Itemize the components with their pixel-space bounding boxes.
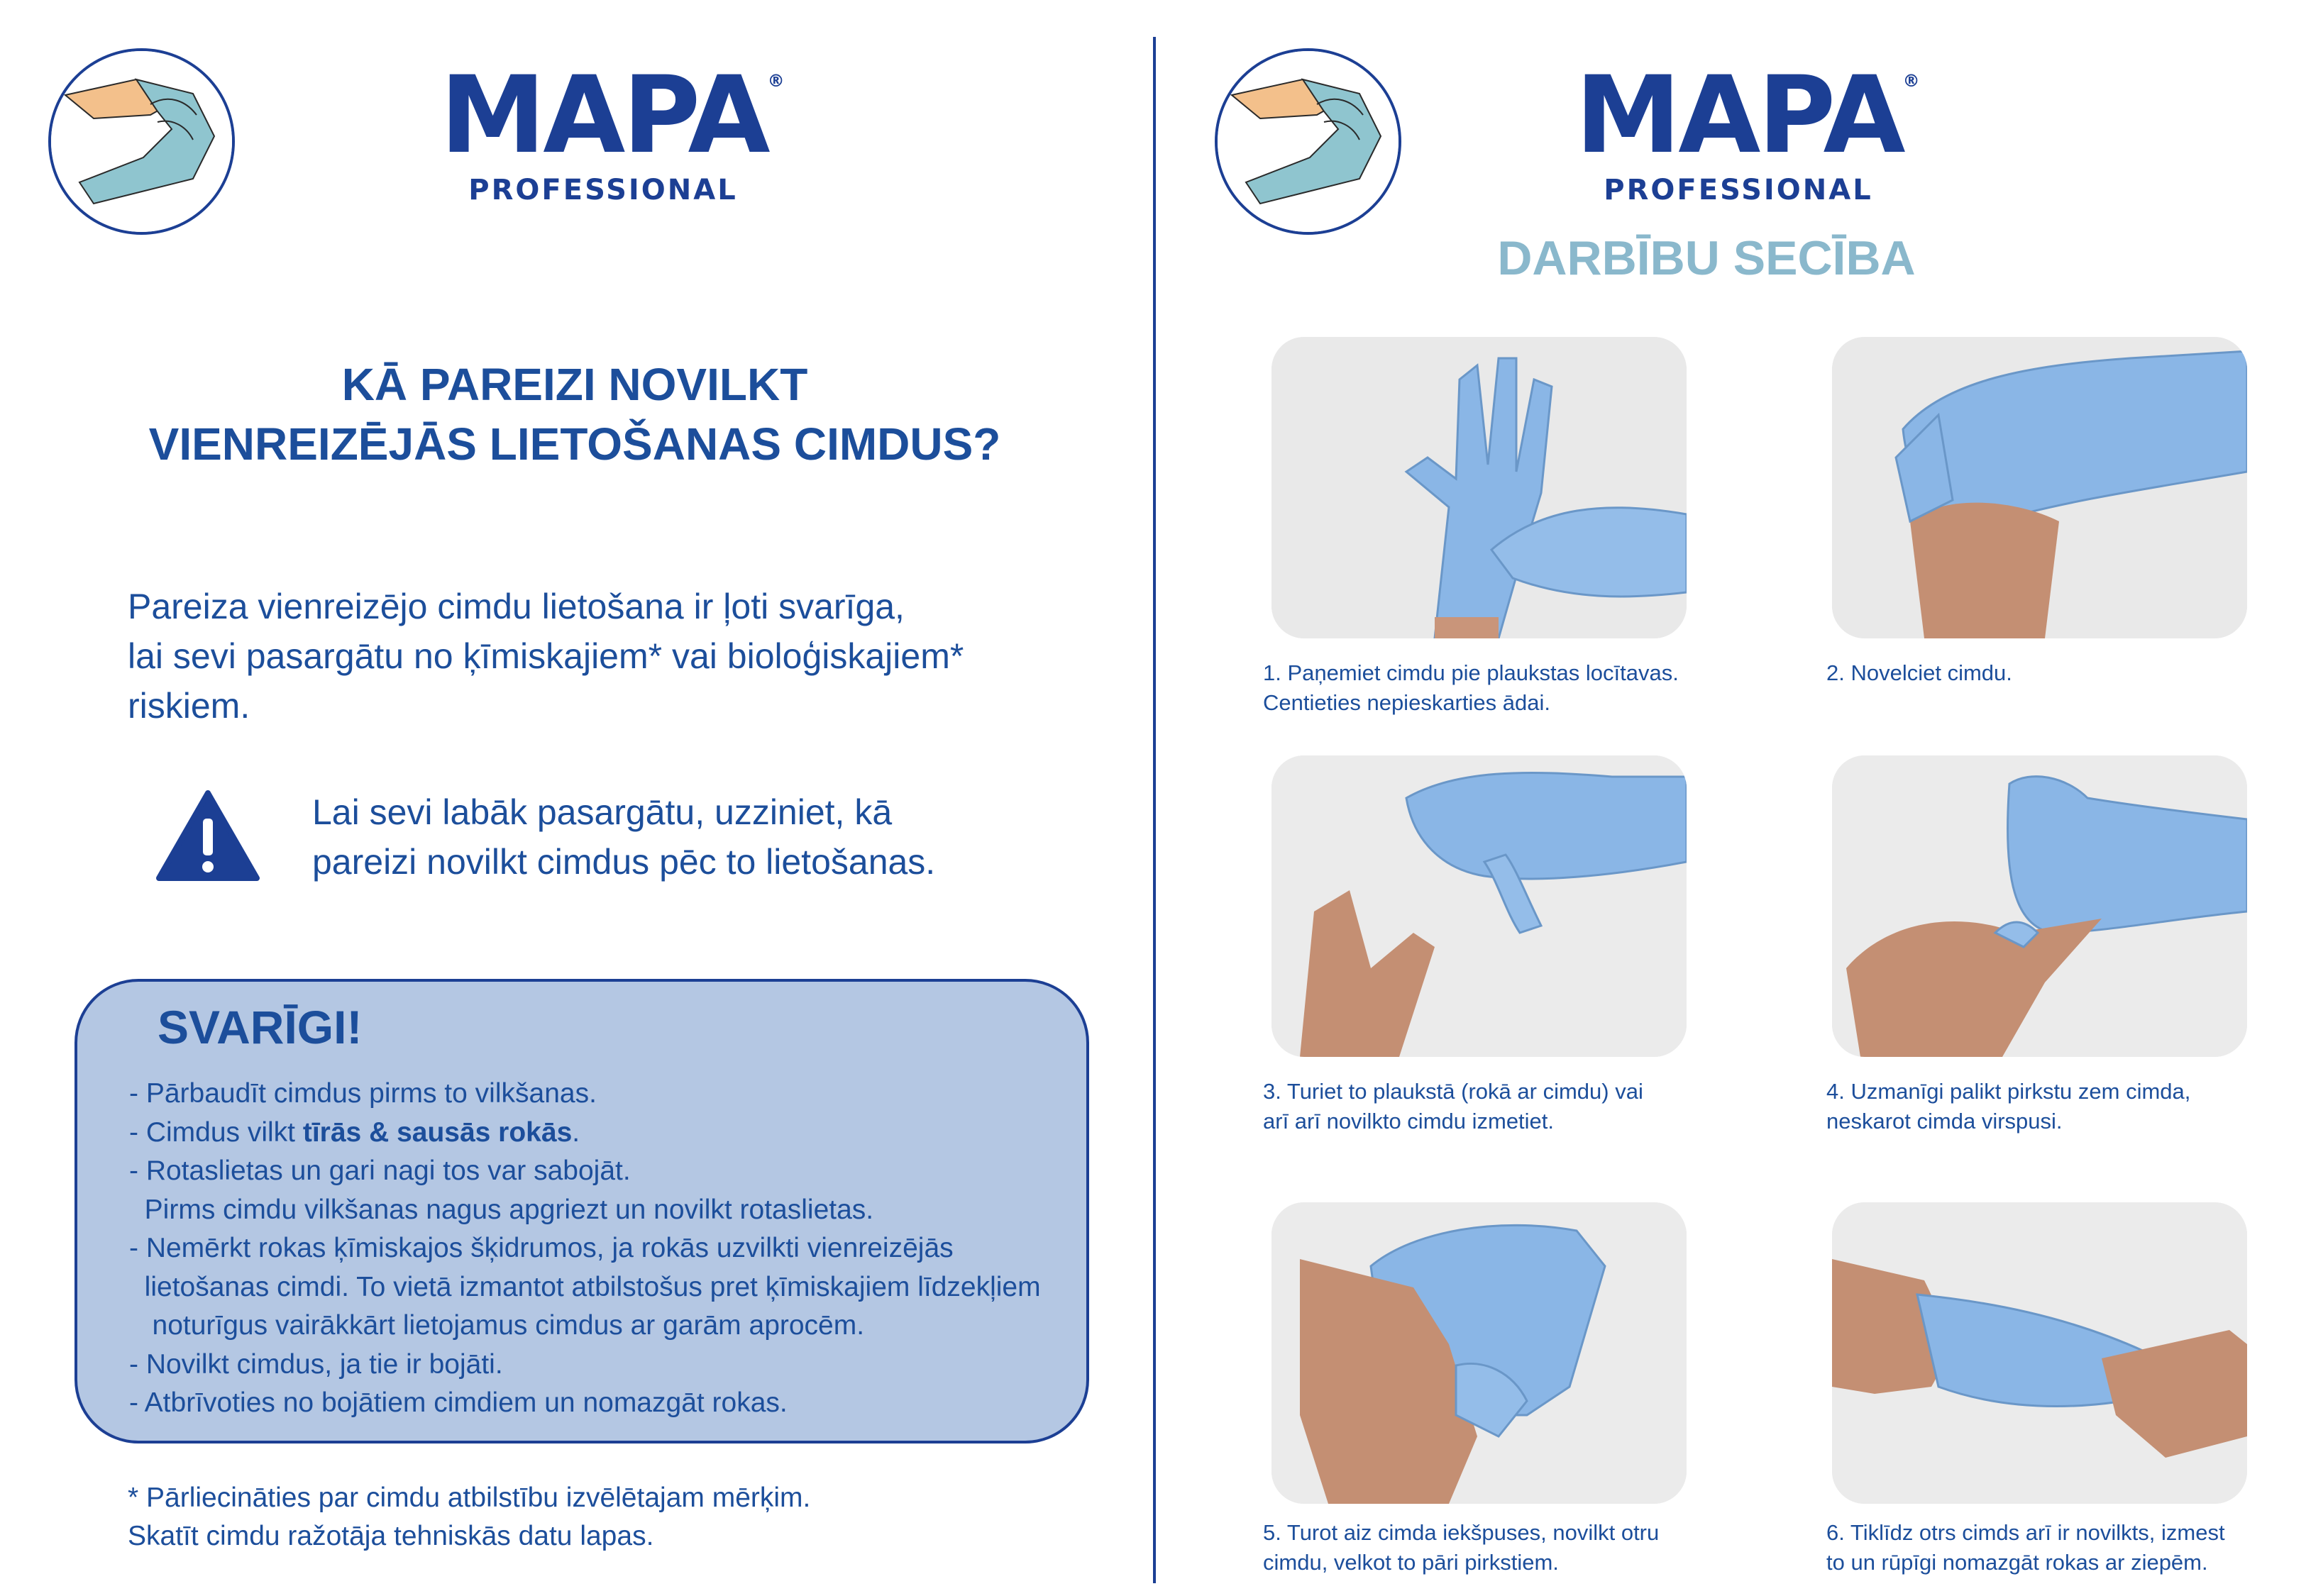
list-item: - Cimdus vilkt tīrās & sausās rokās. bbox=[129, 1116, 580, 1148]
warning-triangle-icon bbox=[155, 787, 261, 883]
important-title: SVARĪGI! bbox=[158, 1001, 363, 1053]
step-4-photo bbox=[1832, 755, 2247, 1057]
step-5-photo bbox=[1271, 1202, 1687, 1504]
step-1-photo bbox=[1271, 337, 1687, 638]
list-item: - Pārbaudīt cimdus pirms to vilkšanas. bbox=[129, 1078, 597, 1109]
page-title: KĀ PAREIZI NOVILKT VIENREIZĒJĀS LIETOŠANAS CIMDUS? bbox=[148, 359, 1001, 470]
hands-removing-glove-icon bbox=[48, 48, 235, 235]
hands-removing-glove-icon bbox=[1215, 48, 1401, 235]
list-item: noturīgus vairākkārt lietojamus cimdus ar garām aprocēm. bbox=[129, 1310, 865, 1341]
list-item: - Atbrīvoties no bojātiem cimdiem un nomazgāt rokas. bbox=[129, 1387, 788, 1418]
list-item: - Rotaslietas un gari nagi tos var sabojāt. bbox=[129, 1156, 631, 1186]
step-2-caption: 2. Novelciet cimdu. bbox=[1826, 660, 2012, 685]
list-item: - Novilkt cimdus, ja tie ir bojāti. bbox=[129, 1348, 503, 1380]
step-6-caption: 6. Tiklīdz otrs cimds arī ir novilkts, izmest to un rūpīgi nomazgāt rokas ar ziepēm. bbox=[1826, 1520, 2225, 1575]
list-item: - Nemērkt rokas ķīmiskajos šķidrumos, ja rokās uzvilkti vienreizējās bbox=[129, 1233, 954, 1263]
sequence-subtitle: DARBĪBU SECĪBA bbox=[1497, 231, 1916, 285]
footnote: * Pārliecināties par cimdu atbilstību izvēlētajam mērķim. Skatīt cimdu ražotāja tehniskās datu lapas. bbox=[128, 1483, 811, 1551]
step-5-caption: 5. Turot aiz cimda iekšpuses, novilkt otru cimdu, velkot to pāri pirkstiem. bbox=[1263, 1520, 1660, 1575]
step-4-caption: 4. Uzmanīgi palikt pirkstu zem cimda, neskarot cimda virspusi. bbox=[1826, 1079, 2191, 1134]
step-6-photo bbox=[1832, 1202, 2247, 1504]
page-divider bbox=[1153, 37, 1156, 1583]
step-3-caption: 3. Turiet to plaukstā (rokā ar cimdu) vai arī arī novilkto cimdu izmetiet. bbox=[1263, 1079, 1643, 1134]
intro-text: Pareiza vienreizējo cimdu lietošana ir ļoti svarīga, lai sevi pasargātu no ķīmiskajiem* vai bioloģiskajiem* riskiem. bbox=[128, 587, 964, 726]
step-3-photo bbox=[1271, 755, 1687, 1057]
step-2-photo bbox=[1832, 337, 2247, 638]
important-list bbox=[129, 1075, 1080, 1423]
list-item: Pirms cimdu vilkšanas nagus apgriezt un novilkt rotaslietas. bbox=[129, 1194, 874, 1225]
mapa-logo-right: MAPA® PROFESSIONAL bbox=[1575, 54, 1920, 206]
mapa-logo-left: MAPA® PROFESSIONAL bbox=[440, 54, 785, 206]
warning-text: Lai sevi labāk pasargātu, uzziniet, kā pareizi novilkt cimdus pēc to lietošanas. bbox=[312, 792, 936, 882]
step-1-caption: 1. Paņemiet cimdu pie plaukstas locītavas. Centieties nepieskarties ādai. bbox=[1263, 660, 1679, 715]
list-item: lietošanas cimdi. To vietā izmantot atbilstošus pret ķīmiskajiem līdzekļiem bbox=[129, 1271, 1041, 1302]
